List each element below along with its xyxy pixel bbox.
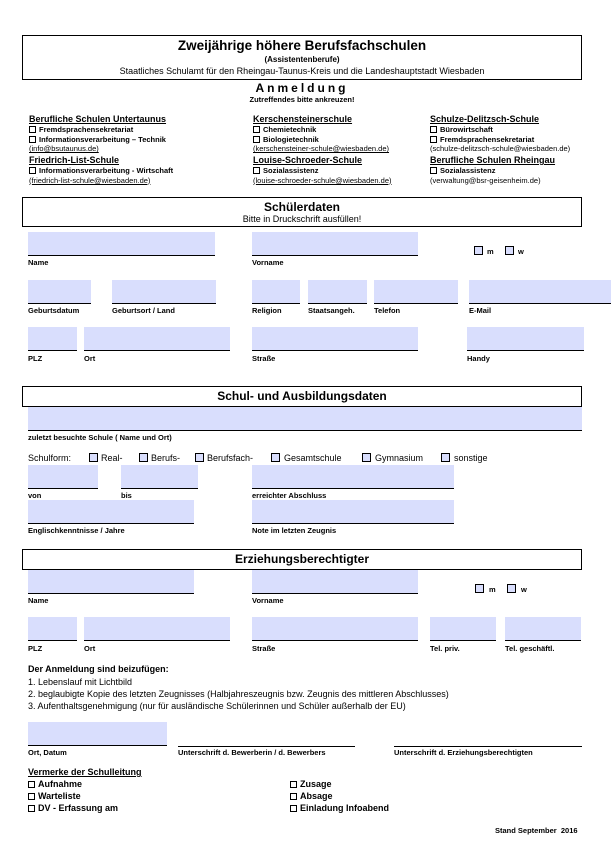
schulform-gymnasium-checkbox[interactable] (362, 453, 371, 462)
checkbox[interactable] (29, 136, 36, 143)
section-title: Erziehungsberechtigter (234, 552, 370, 566)
vermerk-aufnahme[interactable]: Aufnahme (28, 779, 82, 789)
student-vorname-field[interactable] (252, 232, 418, 256)
school-email: (schulze-delitzsch-schule@wiesbaden.de) (430, 144, 571, 154)
school-untertaunus (29, 114, 166, 154)
checkbox[interactable] (290, 781, 297, 788)
school-option[interactable]: Sozialassistenz (430, 166, 555, 176)
bis-field[interactable] (121, 465, 198, 489)
vermerke-title: Vermerke der Schulleitung (28, 767, 142, 777)
von-field[interactable] (28, 465, 98, 489)
school-kerschensteiner (253, 114, 389, 154)
telefon-field[interactable] (374, 280, 458, 304)
section-subtitle: Bitte in Druckschrift ausfüllen! (242, 214, 362, 224)
gender-m-checkbox[interactable] (474, 246, 483, 255)
school-option[interactable]: Sozialassistenz (253, 166, 392, 176)
checkbox[interactable] (253, 167, 260, 174)
authority-line: Staatliches Schulamt für den Rheingau-Taunus-Kreis und die Landeshauptstadt Wiesbaden (119, 66, 485, 76)
checkbox[interactable] (28, 805, 35, 812)
erz-vorname-field[interactable] (252, 570, 418, 594)
school-friedrich-list (29, 155, 173, 185)
erz-ort-field[interactable] (84, 617, 230, 641)
geburtsort-field[interactable] (112, 280, 216, 304)
staatsangeh-field[interactable] (308, 280, 367, 304)
erz-gender-m-label: m (489, 585, 496, 594)
vermerk-absage[interactable]: Absage (290, 791, 333, 801)
religion-field[interactable] (252, 280, 300, 304)
schulform-sonstige-checkbox[interactable] (441, 453, 450, 462)
school-louise-schroeder (253, 155, 392, 185)
erz-tel-priv-field[interactable] (430, 617, 496, 641)
label-erz-tel-gesch: Tel. geschäftl. (505, 644, 555, 653)
signature-line-erziehung[interactable] (394, 746, 582, 747)
schulform-berufs-checkbox[interactable] (139, 453, 148, 462)
erz-plz-field[interactable] (28, 617, 77, 641)
vermerk-warteliste[interactable]: Warteliste (28, 791, 81, 801)
vermerk-infoabend[interactable]: Einladung Infoabend (290, 803, 389, 813)
vermerk-zusage[interactable]: Zusage (290, 779, 332, 789)
schulform-gymnasium-label: Gymnasium (375, 453, 424, 463)
label-erz-strasse: Straße (252, 644, 276, 653)
email-field[interactable] (469, 280, 611, 304)
note-field[interactable] (252, 500, 454, 524)
beizufuegen-item: 1. Lebenslauf mit Lichtbild (28, 677, 133, 687)
label-sig-bewerber: Unterschrift d. Bewerberin / d. Bewerbers (178, 748, 326, 757)
schulform-gesamt-checkbox[interactable] (271, 453, 280, 462)
checkbox[interactable] (253, 136, 260, 143)
schulform-sonstige-label: sonstige (454, 453, 488, 463)
label-staatsangeh: Staatsangeh. (308, 306, 355, 315)
school-option[interactable]: Chemietechnik (253, 125, 389, 135)
label-strasse: Straße (252, 354, 276, 363)
school-schulze-delitzsch (430, 114, 570, 154)
school-option[interactable]: Fremdsprachensekretariat (430, 135, 570, 145)
label-telefon: Telefon (374, 306, 401, 315)
label-vorname: Vorname (252, 258, 284, 267)
label-von: von (28, 491, 42, 500)
schulform-berufsfach-checkbox[interactable] (195, 453, 204, 462)
section-title: Schul- und Ausbildungsdaten (217, 389, 387, 403)
section-erziehung (22, 549, 582, 570)
label-note: Note im letzten Zeugnis (252, 526, 337, 535)
label-geburtsort: Geburtsort / Land (112, 306, 175, 315)
section-title: Schülerdaten (263, 200, 341, 214)
label-erz-tel-priv: Tel. priv. (430, 644, 460, 653)
checkbox[interactable] (28, 793, 35, 800)
label-erz-ort: Ort (84, 644, 96, 653)
label-abschluss: erreichter Abschluss (252, 491, 327, 500)
school-email: (info@bsutaunus.de) (29, 144, 99, 154)
label-geburtsdatum: Geburtsdatum (28, 306, 80, 315)
erz-gender-m-checkbox[interactable] (475, 584, 484, 593)
checkbox[interactable] (29, 126, 36, 133)
section-schuelerdaten (22, 197, 582, 227)
englisch-field[interactable] (28, 500, 194, 524)
beizufuegen-item: 3. Aufenthaltsgenehmigung (nur für ausländische Schülerinnen und Schüler außerhalb der EU) (28, 701, 406, 711)
label-schulform: Schulform: (28, 453, 72, 463)
zuletzt-schule-field[interactable] (28, 407, 582, 431)
gender-w-label: w (518, 247, 524, 256)
label-plz: PLZ (28, 354, 43, 363)
footer-stand: Stand September 2016 (495, 826, 578, 835)
erz-gender-w-label: w (521, 585, 527, 594)
label-handy: Handy (467, 354, 490, 363)
handy-field[interactable] (467, 327, 584, 351)
school-name: Friedrich-List-Schule (29, 155, 120, 165)
school-option[interactable]: Informationsverarbeitung – Technik (29, 135, 166, 145)
signature-line-bewerber[interactable] (178, 746, 355, 747)
label-englisch: Englischkenntnisse / Jahre (28, 526, 125, 535)
label-name: Name (28, 258, 49, 267)
school-email: (friedrich-list-schule@wiesbaden.de) (29, 175, 151, 185)
erz-name-field[interactable] (28, 570, 194, 594)
anmeldung-hint: Zutreffendes bitte ankreuzen! (249, 95, 355, 104)
erz-strasse-field[interactable] (252, 617, 418, 641)
schulform-real-checkbox[interactable] (89, 453, 98, 462)
checkbox[interactable] (430, 167, 437, 174)
checkbox[interactable] (290, 793, 297, 800)
gender-m-label: m (487, 247, 494, 256)
school-name: Berufliche Schulen Untertaunus (29, 114, 167, 124)
label-zuletzt: zuletzt besuchte Schule ( Name und Ort) (28, 433, 172, 442)
school-option[interactable]: Fremdsprachensekretariat (29, 125, 166, 135)
strasse-field[interactable] (252, 327, 418, 351)
label-ort-datum: Ort, Datum (28, 748, 67, 757)
label-bis: bis (121, 491, 132, 500)
beizufuegen-item: 2. beglaubigte Kopie des letzten Zeugnisses (Halbjahreszeugnis bzw. Zeugnis des mittleren Abschlusses) (28, 689, 449, 699)
gender-w-checkbox[interactable] (505, 246, 514, 255)
school-name: Louise-Schroeder-Schule (253, 155, 363, 165)
student-name-field[interactable] (28, 232, 215, 256)
school-name: Schulze-Delitzsch-Schule (430, 114, 540, 124)
checkbox[interactable] (290, 805, 297, 812)
schulform-berufsfach-label: Berufsfach- (207, 453, 254, 463)
label-erz-name: Name (28, 596, 49, 605)
school-email: (kerschensteiner-schule@wiesbaden.de) (253, 144, 390, 154)
checkbox[interactable] (253, 126, 260, 133)
school-option[interactable]: Bürowirtschaft (430, 125, 570, 135)
school-email: (louise-schroeder-schule@wiesbaden.de) (253, 175, 392, 185)
school-rheingau (430, 155, 555, 185)
school-option[interactable]: Informationsverarbeitung - Wirtschaft (29, 166, 173, 176)
checkbox[interactable] (28, 781, 35, 788)
school-email: (verwaltung@bsr-geisenheim.de) (430, 175, 541, 185)
checkbox[interactable] (29, 167, 36, 174)
label-ort: Ort (84, 354, 96, 363)
schulform-real-label: Real- (101, 453, 123, 463)
label-erz-plz: PLZ (28, 644, 43, 653)
schulform-gesamt-label: Gesamtschule (284, 453, 342, 463)
schulform-berufs-label: Berufs- (151, 453, 181, 463)
label-email: E-Mail (469, 306, 492, 315)
geburtsdatum-field[interactable] (28, 280, 91, 304)
school-name: Berufliche Schulen Rheingau (430, 155, 556, 165)
label-erz-vorname: Vorname (252, 596, 284, 605)
checkbox[interactable] (430, 136, 437, 143)
form-subtitle: (Assistentenberufe) (264, 55, 340, 64)
erz-tel-gesch-field[interactable] (505, 617, 581, 641)
checkbox[interactable] (430, 126, 437, 133)
school-name: Kerschensteinerschule (253, 114, 353, 124)
beizufuegen-title: Der Anmeldung sind beizufügen: (28, 664, 169, 674)
vermerk-dv-erfassung[interactable]: DV - Erfassung am (28, 803, 118, 813)
ort-field[interactable] (84, 327, 230, 351)
label-sig-erziehung: Unterschrift d. Erziehungsberechtigten (394, 748, 533, 757)
erz-gender-w-checkbox[interactable] (507, 584, 516, 593)
section-schuldaten (22, 386, 582, 407)
ort-datum-field[interactable] (28, 722, 167, 746)
anmeldung-title: Anmeldung (255, 81, 349, 95)
school-option[interactable]: Biologietechnik (253, 135, 389, 145)
form-title: Zweijährige höhere Berufsfachschulen (177, 38, 427, 53)
plz-field[interactable] (28, 327, 77, 351)
label-religion: Religion (252, 306, 282, 315)
abschluss-field[interactable] (252, 465, 454, 489)
